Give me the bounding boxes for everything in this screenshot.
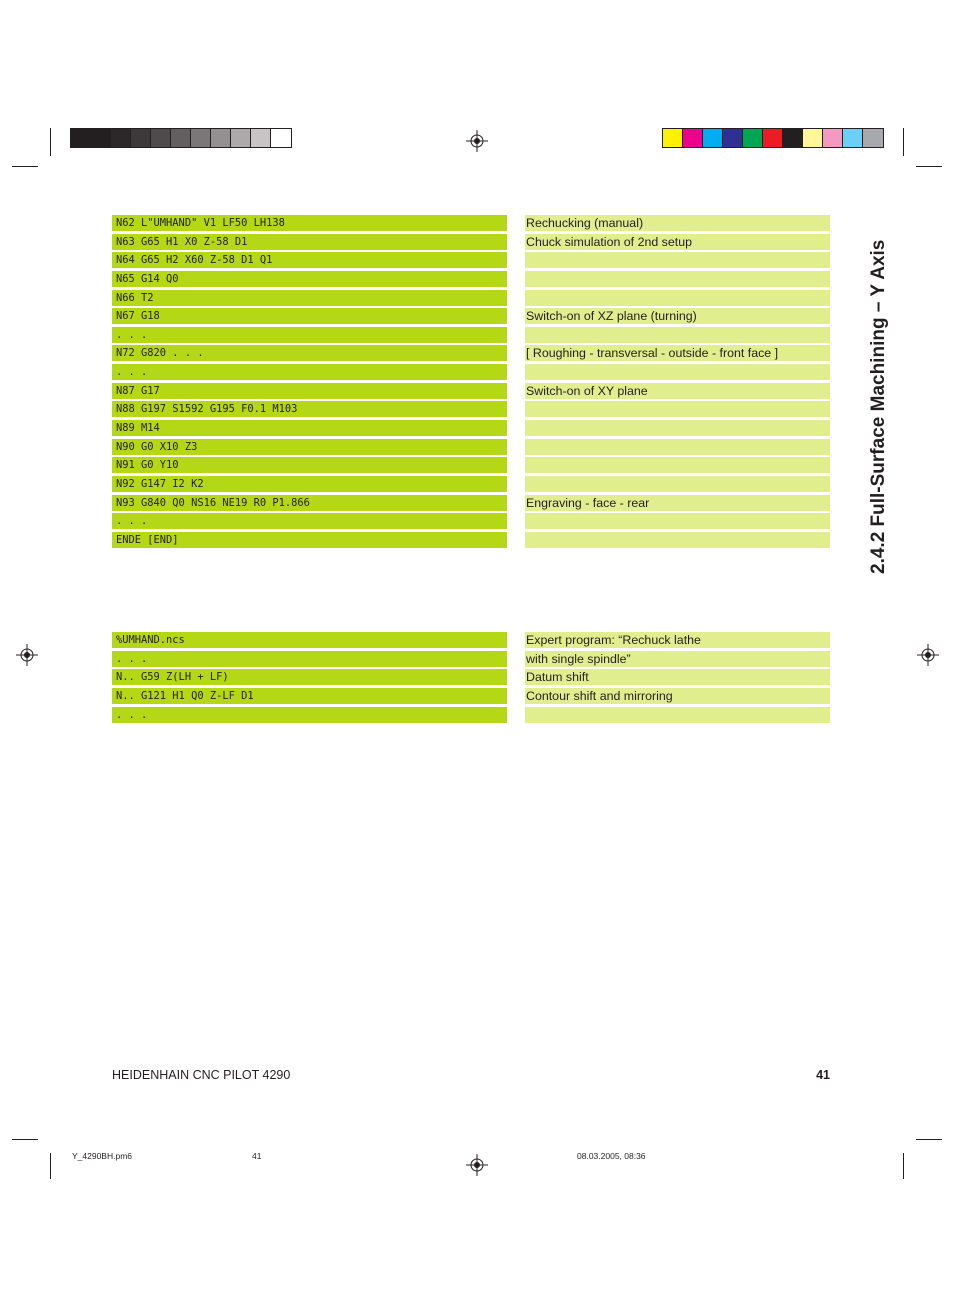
- slug-page: 41: [252, 1151, 262, 1161]
- footer-product-name: HEIDENHAIN CNC PILOT 4290: [112, 1068, 291, 1082]
- comment-cell: [525, 707, 830, 723]
- color-swatch: [271, 129, 291, 147]
- column-gap: [507, 308, 525, 324]
- comment-cell: [525, 420, 830, 436]
- comment-cell: Engraving - face - rear: [525, 495, 830, 511]
- program-line: [112, 632, 830, 648]
- program-listing-expert: [112, 632, 830, 725]
- crop-mark: [50, 1153, 51, 1179]
- program-line: [112, 688, 830, 704]
- comment-cell: Datum shift: [525, 669, 830, 685]
- comment-cell: [525, 439, 830, 455]
- column-gap: [507, 632, 525, 648]
- crop-mark: [903, 1153, 904, 1179]
- color-swatch: [743, 129, 763, 147]
- program-line: [112, 401, 830, 417]
- column-gap: [507, 457, 525, 473]
- comment-cell: [ Roughing - transversal - outside - front face ]: [525, 345, 830, 361]
- comment-cell: [525, 401, 830, 417]
- crop-mark: [916, 166, 942, 167]
- nc-code-cell: N72 G820 . . .: [112, 345, 507, 361]
- color-swatch: [191, 129, 211, 147]
- nc-code-cell: N87 G17: [112, 383, 507, 399]
- column-gap: [507, 215, 525, 231]
- program-line: [112, 420, 830, 436]
- footer-page-number: 41: [816, 1068, 830, 1082]
- program-line: [112, 669, 830, 685]
- nc-code-cell: N.. G121 H1 Q0 Z-LF D1: [112, 688, 507, 704]
- color-swatch: [251, 129, 271, 147]
- nc-code-cell: . . .: [112, 327, 507, 343]
- program-line: [112, 290, 830, 306]
- color-swatch: [131, 129, 151, 147]
- program-line: [112, 308, 830, 324]
- column-gap: [507, 327, 525, 343]
- nc-code-cell: . . .: [112, 651, 507, 667]
- column-gap: [507, 345, 525, 361]
- crop-mark: [50, 128, 51, 156]
- registration-mark-icon: [466, 1154, 488, 1176]
- program-line: [112, 532, 830, 548]
- program-line: [112, 513, 830, 529]
- registration-mark-icon: [917, 644, 939, 666]
- grayscale-color-bar: [70, 128, 292, 148]
- nc-code-cell: N65 G14 Q0: [112, 271, 507, 287]
- column-gap: [507, 532, 525, 548]
- nc-code-cell: N63 G65 H1 X0 Z-58 D1: [112, 234, 507, 250]
- column-gap: [507, 651, 525, 667]
- column-gap: [507, 495, 525, 511]
- nc-code-cell: N91 G0 Y10: [112, 457, 507, 473]
- nc-code-cell: %UMHAND.ncs: [112, 632, 507, 648]
- crop-mark: [903, 128, 904, 156]
- column-gap: [507, 252, 525, 268]
- color-swatch: [231, 129, 251, 147]
- program-line: [112, 345, 830, 361]
- column-gap: [507, 688, 525, 704]
- nc-code-cell: N62 L"UMHAND" V1 LF50 LH138: [112, 215, 507, 231]
- program-line: [112, 457, 830, 473]
- nc-code-cell: ENDE [END]: [112, 532, 507, 548]
- column-gap: [507, 290, 525, 306]
- program-listing-main: [112, 215, 830, 551]
- column-gap: [507, 476, 525, 492]
- column-gap: [507, 401, 525, 417]
- nc-code-cell: . . .: [112, 364, 507, 380]
- crop-mark: [12, 166, 38, 167]
- program-line: [112, 651, 830, 667]
- color-swatch: [723, 129, 743, 147]
- nc-code-cell: N66 T2: [112, 290, 507, 306]
- registration-mark-icon: [466, 130, 488, 152]
- color-swatch: [803, 129, 823, 147]
- program-line: [112, 383, 830, 399]
- program-line: [112, 476, 830, 492]
- comment-cell: Switch-on of XZ plane (turning): [525, 308, 830, 324]
- color-swatch: [111, 129, 131, 147]
- program-line: [112, 215, 830, 231]
- column-gap: [507, 234, 525, 250]
- comment-cell: Chuck simulation of 2nd setup: [525, 234, 830, 250]
- nc-code-cell: . . .: [112, 707, 507, 723]
- comment-cell: Switch-on of XY plane: [525, 383, 830, 399]
- nc-code-cell: N92 G147 I2 K2: [112, 476, 507, 492]
- slug-file-name: Y_4290BH.pm6: [72, 1151, 133, 1161]
- column-gap: [507, 513, 525, 529]
- program-line: [112, 364, 830, 380]
- comment-cell: [525, 476, 830, 492]
- comment-cell: [525, 327, 830, 343]
- nc-code-cell: N.. G59 Z(LH + LF): [112, 669, 507, 685]
- column-gap: [507, 420, 525, 436]
- color-swatch: [211, 129, 231, 147]
- registration-mark-icon: [16, 644, 38, 666]
- column-gap: [507, 669, 525, 685]
- section-side-title: 2.4.2 Full-Surface Machining – Y Axis: [868, 239, 889, 574]
- program-line: [112, 234, 830, 250]
- crop-mark: [916, 1139, 942, 1140]
- color-swatch: [783, 129, 803, 147]
- color-swatch: [663, 129, 683, 147]
- comment-cell: [525, 271, 830, 287]
- comment-cell: [525, 290, 830, 306]
- comment-cell: Contour shift and mirroring: [525, 688, 830, 704]
- nc-code-cell: N89 M14: [112, 420, 507, 436]
- column-gap: [507, 364, 525, 380]
- column-gap: [507, 383, 525, 399]
- nc-code-cell: N88 G197 S1592 G195 F0.1 M103: [112, 401, 507, 417]
- comment-cell: with single spindle”: [525, 651, 830, 667]
- process-color-bar: [662, 128, 884, 148]
- color-swatch: [683, 129, 703, 147]
- nc-code-cell: . . .: [112, 513, 507, 529]
- color-swatch: [823, 129, 843, 147]
- color-swatch: [703, 129, 723, 147]
- comment-cell: Expert program: “Rechuck lathe: [525, 632, 830, 648]
- program-line: [112, 439, 830, 455]
- comment-cell: [525, 252, 830, 268]
- program-line: [112, 271, 830, 287]
- color-swatch: [763, 129, 783, 147]
- color-swatch: [171, 129, 191, 147]
- column-gap: [507, 707, 525, 723]
- comment-cell: [525, 364, 830, 380]
- color-swatch: [843, 129, 863, 147]
- nc-code-cell: N64 G65 H2 X60 Z-58 D1 Q1: [112, 252, 507, 268]
- column-gap: [507, 271, 525, 287]
- comment-cell: [525, 457, 830, 473]
- nc-code-cell: N67 G18: [112, 308, 507, 324]
- color-swatch: [91, 129, 111, 147]
- program-line: [112, 495, 830, 511]
- color-swatch: [863, 129, 883, 147]
- nc-code-cell: N93 G840 Q0 NS16 NE19 R0 P1.866: [112, 495, 507, 511]
- program-line: [112, 327, 830, 343]
- program-line: [112, 252, 830, 268]
- comment-cell: Rechucking (manual): [525, 215, 830, 231]
- nc-code-cell: N90 G0 X10 Z3: [112, 439, 507, 455]
- crop-mark: [12, 1139, 38, 1140]
- comment-cell: [525, 513, 830, 529]
- program-line: [112, 707, 830, 723]
- column-gap: [507, 439, 525, 455]
- slug-datetime: 08.03.2005, 08:36: [577, 1151, 646, 1161]
- color-swatch: [151, 129, 171, 147]
- color-swatch: [71, 129, 91, 147]
- comment-cell: [525, 532, 830, 548]
